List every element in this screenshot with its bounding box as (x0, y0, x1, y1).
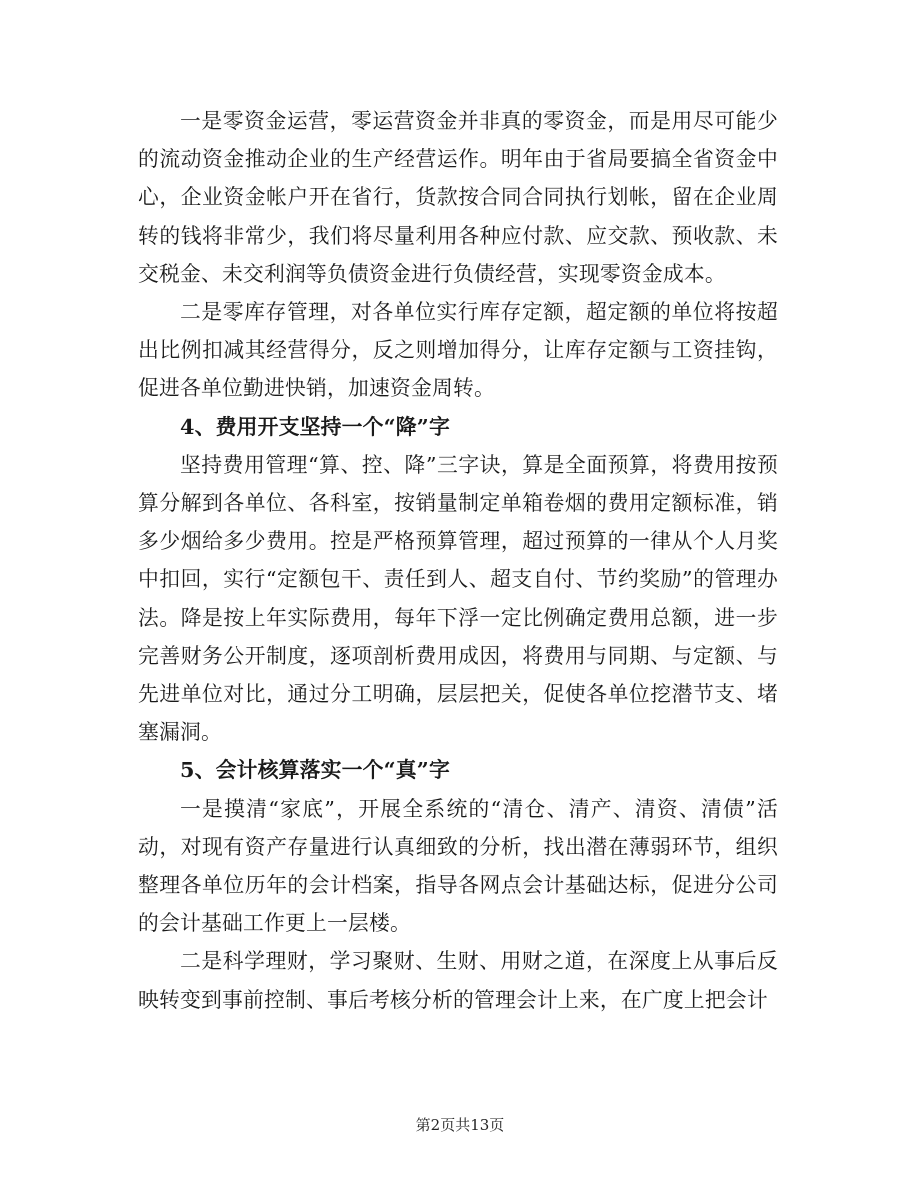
paragraph-expense-management: 坚持费用管理“算、控、降”三字诀，算是全面预算，将费用按预算分解到各单位、各科室，按销量制定单箱卷烟的费用定额标准，销多少烟给多少费用。控是严格预算管理，超过预算的一律从个人月奖中扣回，实行“定额包干、责任到人、超支自付、节约奖励”的管理办法。降是按上年实际费用，每年下浮一定比例确定费用总额，进一步完善财务公开制度，逐项剖析费用成因，将费用与同期、与定额、与先进单位对比，通过分工明确，层层把关，促使各单位挖潜节支、堵塞漏洞。 (138, 452, 778, 745)
page-number-footer: 第2页共13页 (415, 1116, 505, 1134)
section-heading-accounting: 5、会计核算落实一个“真”字 (180, 757, 450, 783)
paragraph-scientific-finance: 二是科学理财，学习聚财、生财、用财之道，在深度上从事后反映转变到事前控制、事后考核分析的管理会计上来，在广度上把会计 (138, 949, 778, 1012)
document-body (138, 102, 778, 1019)
paragraph-asset-inventory: 一是摸清“家底”，开展全系统的“清仓、清产、清资、清债”活动，对现有资产存量进行认真细致的分析，找出潜在薄弱环节，组织整理各单位历年的会计档案，指导各网点会计基础达标，促进分公司的会计基础工作更上一层楼。 (138, 796, 778, 936)
section-heading-expense: 4、费用开支坚持一个“降”字 (180, 413, 450, 439)
paragraph-zero-capital: 一是零资金运营，零运营资金并非真的零资金，而是用尽可能少的流动资金推动企业的生产经营运作。明年由于省局要搞全省资金中心，企业资金帐户开在省行，货款按合同合同执行划帐，留在企业周转的钱将非常少，我们将尽量利用各种应付款、应交款、预收款、未交税金、未交利润等负债资金进行负债经营，实现零资金成本。 (138, 109, 778, 286)
paragraph-zero-inventory: 二是零库存管理，对各单位实行库存定额，超定额的单位将按超出比例扣减其经营得分，反之则增加得分，让库存定额与工资挂钩，促进各单位勤进快销，加速资金周转。 (138, 300, 778, 401)
